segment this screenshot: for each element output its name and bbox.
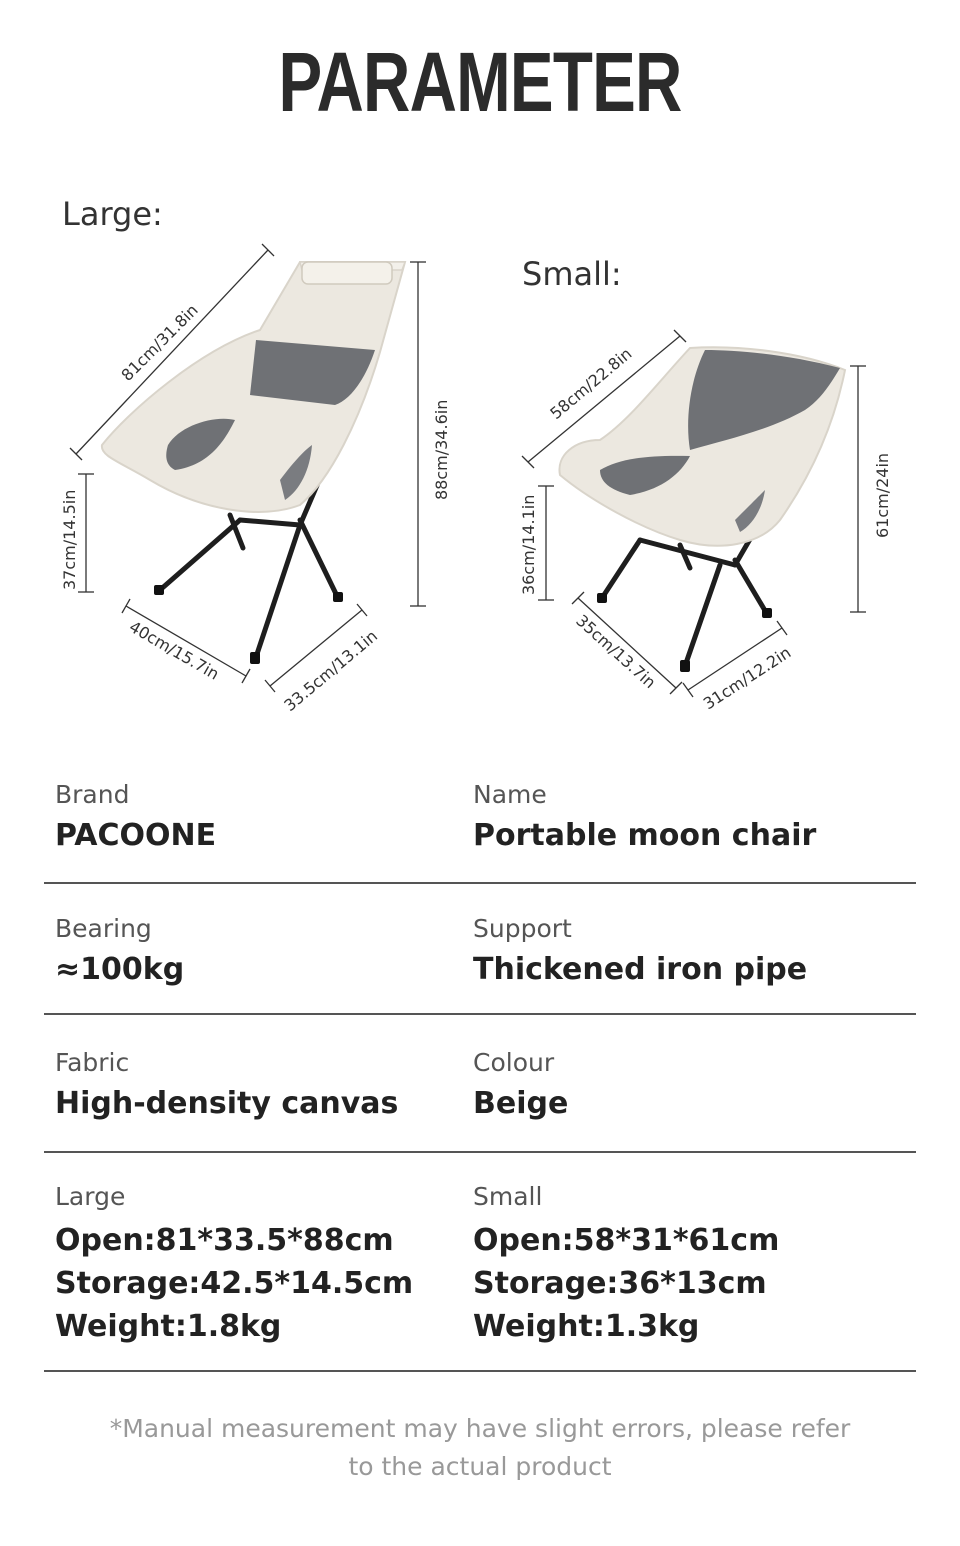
spec-value: Thickened iron pipe: [473, 952, 808, 987]
spec-brand: [55, 782, 216, 851]
spec-label: Bearing: [55, 914, 152, 943]
spec-large-size: [55, 1184, 413, 1348]
spec-colour: [473, 1050, 568, 1119]
divider: [44, 1151, 916, 1153]
spec-name: [473, 782, 816, 851]
spec-value-lines: [55, 1219, 413, 1348]
large-height-dimension: 88cm/34.6in: [432, 399, 451, 500]
spec-value: PACOONE: [55, 818, 217, 853]
spec-label: Small: [473, 1182, 543, 1211]
small-weight: Weight:1.3kg: [473, 1309, 700, 1344]
spec-fabric: [55, 1050, 398, 1119]
spec-label: Brand: [55, 780, 130, 809]
disclaimer-line-2: to the actual product: [348, 1452, 612, 1481]
large-size-label: Large:: [62, 195, 163, 233]
large-depth-dimension: 33.5cm/13.1in: [280, 626, 382, 716]
chair-dimension-figure: [0, 0, 960, 720]
small-seat-dimension: 36cm/14.1in: [519, 494, 538, 595]
spec-value-lines: [473, 1219, 779, 1348]
measurement-disclaimer: [60, 1410, 900, 1486]
spec-bearing: [55, 916, 184, 985]
large-open-size: Open:81*33.5*88cm: [55, 1223, 394, 1258]
large-seat-dimension: 37cm/14.5in: [60, 489, 79, 590]
divider: [44, 1370, 916, 1372]
spec-support: [473, 916, 807, 985]
small-back-dimension: 58cm/22.8in: [546, 344, 636, 424]
page-title: PARAMETER: [278, 35, 682, 129]
small-width-dimension: 35cm/13.7in: [572, 610, 660, 693]
spec-label: Fabric: [55, 1048, 130, 1077]
small-storage-size: Storage:36*13cm: [473, 1266, 767, 1301]
disclaimer-line-1: *Manual measurement may have slight errors, please refer: [109, 1414, 851, 1443]
spec-value: High-density canvas: [55, 1086, 399, 1121]
spec-label: Large: [55, 1182, 126, 1211]
spec-small-size: [473, 1184, 779, 1348]
large-storage-size: Storage:42.5*14.5cm: [55, 1266, 414, 1301]
spec-value: Portable moon chair: [473, 818, 817, 853]
small-depth-dimension: 31cm/12.2in: [699, 642, 795, 714]
large-chair-illustration: [102, 262, 405, 664]
divider: [44, 882, 916, 884]
large-weight: Weight:1.8kg: [55, 1309, 282, 1344]
small-chair-illustration: [559, 347, 845, 672]
small-height-dimension: 61cm/24in: [873, 452, 892, 538]
small-size-label: Small:: [522, 255, 622, 293]
large-back-dimension: 81cm/31.8in: [117, 300, 202, 385]
spec-value: ≈100kg: [55, 952, 185, 987]
spec-value: Beige: [473, 1086, 569, 1121]
divider: [44, 1013, 916, 1015]
large-width-dimension: 40cm/15.7in: [126, 617, 223, 684]
small-open-size: Open:58*31*61cm: [473, 1223, 780, 1258]
spec-label: Support: [473, 914, 572, 943]
spec-label: Name: [473, 780, 547, 809]
spec-label: Colour: [473, 1048, 555, 1077]
